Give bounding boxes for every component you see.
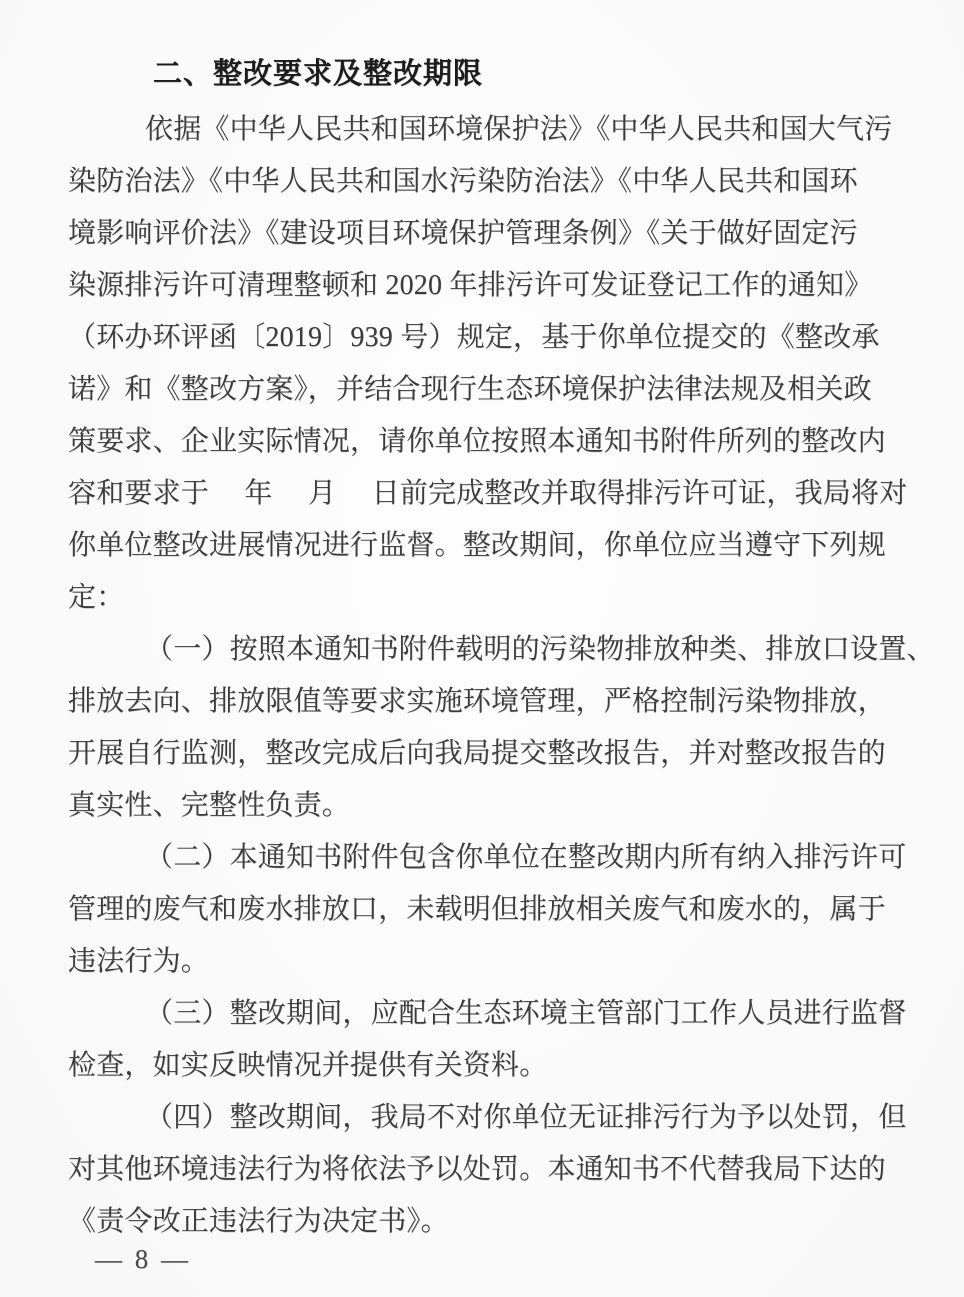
text-line: （一）按照本通知书附件载明的污染物排放种类、排放口设置、 (145, 634, 935, 665)
section-heading: 二、整改要求及整改期限 (153, 58, 484, 90)
text-line: 你单位整改进展情况进行监督。整改期间，你单位应当遵守下列规 (68, 530, 886, 561)
document-content (68, 56, 935, 1248)
document-body (68, 104, 935, 1248)
text-line: 容和要求于 年 月 日前完成整改并取得排污许可证，我局将对 (68, 478, 908, 509)
text-line: （三）整改期间，应配合生态环境主管部门工作人员进行监督 (145, 998, 907, 1029)
text-line: 定： (68, 582, 125, 613)
text-line: 对其他环境违法行为将依法予以处罚。本通知书不代替我局下达的 (68, 1154, 886, 1185)
text-line: （二）本通知书附件包含你单位在整改期内所有纳入排污许可 (145, 842, 907, 873)
text-line: （环办环评函〔2019〕939 号）规定，基于你单位提交的《整改承 (68, 322, 880, 353)
text-line: 排放去向、排放限值等要求实施环境管理，严格控制污染物排放， (68, 686, 886, 717)
text-line: 境影响评价法》《建设项目环境保护管理条例》《关于做好固定污 (68, 218, 858, 249)
text-line: 染源排污许可清理整顿和 2020 年排污许可发证登记工作的通知》 (68, 270, 873, 301)
text-line: （四）整改期间，我局不对你单位无证排污行为予以处罚，但 (145, 1102, 907, 1133)
text-line: 检查，如实反映情况并提供有关资料。 (68, 1050, 548, 1081)
text-line: 违法行为。 (68, 946, 210, 977)
text-line: 依据《中华人民共和国环境保护法》《中华人民共和国大气污 (145, 114, 893, 145)
text-line: 管理的废气和废水排放口，未载明但排放相关废气和废水的，属于 (68, 894, 886, 925)
page-number: — 8 — (95, 1244, 191, 1274)
text-line: 真实性、完整性负责。 (68, 790, 351, 821)
text-line: 《责令改正违法行为决定书》。 (68, 1206, 449, 1237)
text-line: 策要求、企业实际情况，请你单位按照本通知书附件所列的整改内 (68, 426, 886, 457)
text-line: 开展自行监测，整改完成后向我局提交整改报告，并对整改报告的 (68, 738, 886, 769)
text-line: 染防治法》《中华人民共和国水污染防治法》《中华人民共和国环 (68, 166, 858, 197)
text-line: 诺》和《整改方案》，并结合现行生态环境保护法律法规及相关政 (68, 374, 872, 405)
